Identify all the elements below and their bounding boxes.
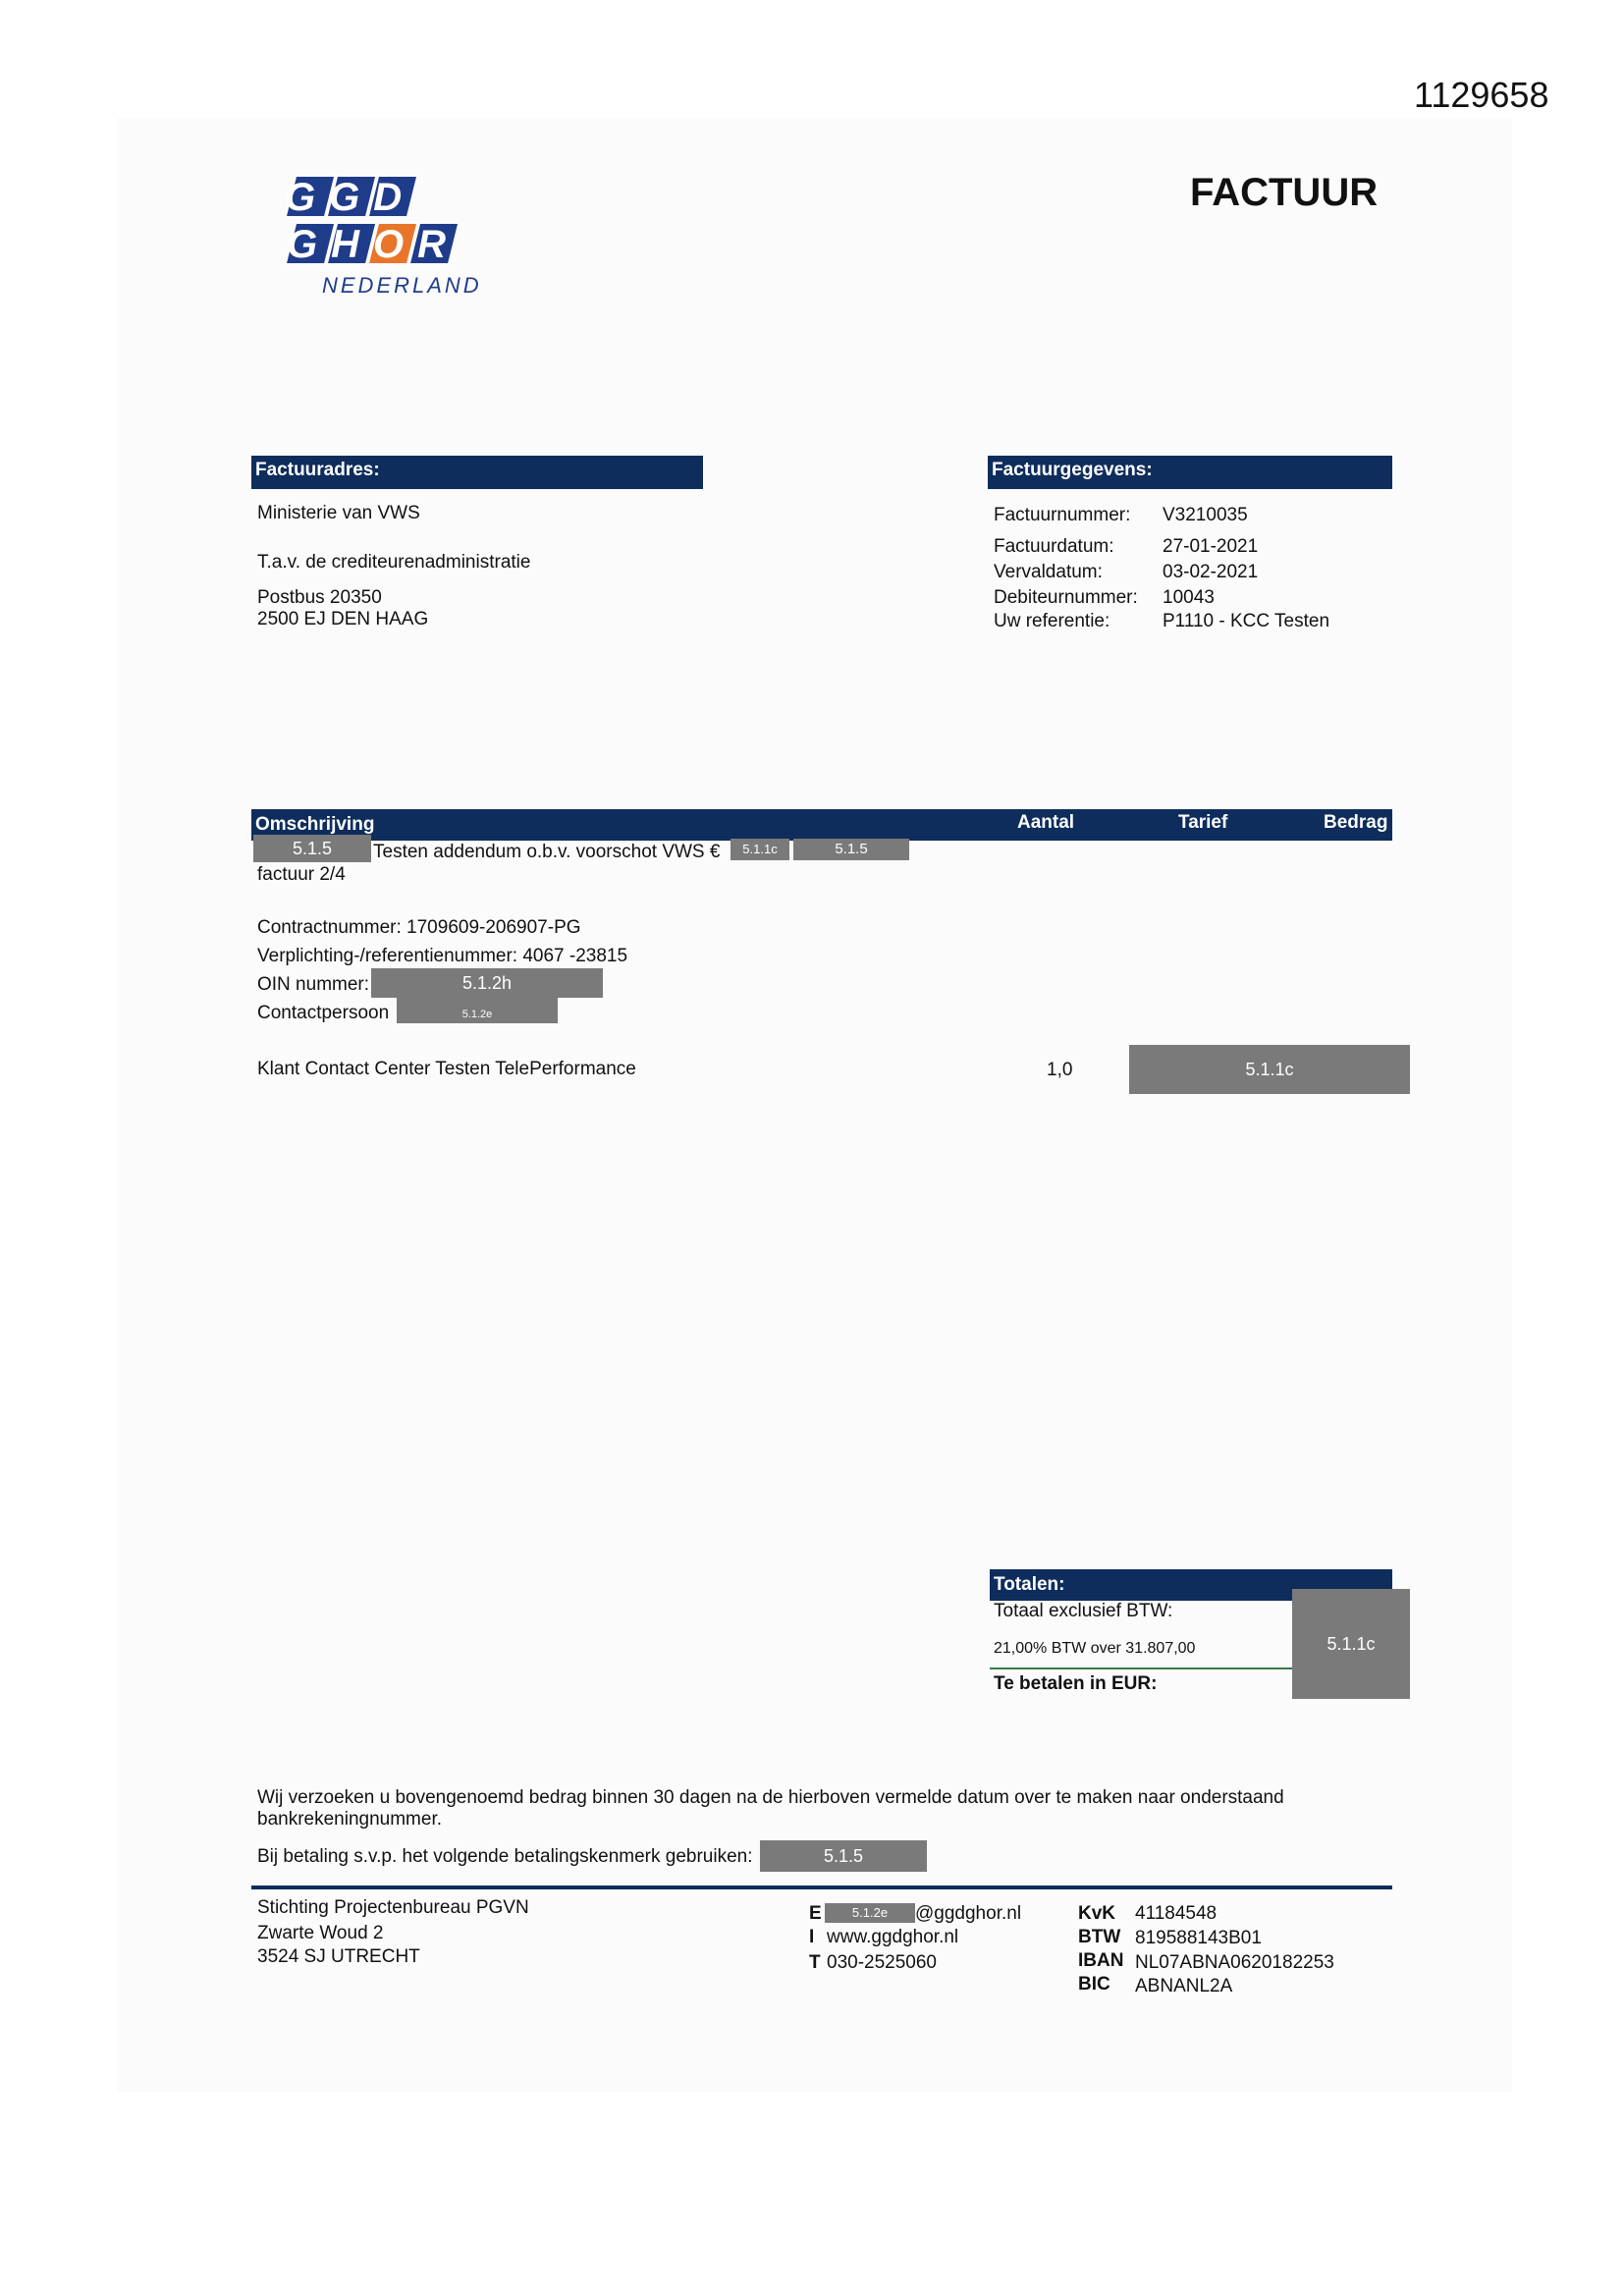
- footer-divider: [251, 1886, 1392, 1889]
- item-intro-line2: factuur 2/4: [257, 864, 346, 885]
- page-title: FACTUUR: [1190, 171, 1379, 214]
- detail-label-due-date: Vervaldatum:: [994, 562, 1103, 582]
- totals-header: Totalen:: [994, 1574, 1065, 1595]
- footer-bic: ABNANL2A: [1135, 1976, 1233, 1996]
- commitment-number: Verplichting-/referentienummer: 4067 -23815: [257, 946, 628, 966]
- totals-excl-label: Totaal exclusief BTW:: [994, 1601, 1173, 1621]
- details-header-bar: [988, 456, 1392, 489]
- redaction-block: 5.1.1c: [1129, 1045, 1410, 1094]
- col-header-rate: Tarief: [1178, 812, 1228, 833]
- oin-label: OIN nummer:: [257, 974, 370, 995]
- redaction-block: 5.1.2h: [371, 968, 603, 998]
- address-header-bar: [251, 456, 703, 489]
- footer-phone-label: T: [809, 1952, 821, 1973]
- detail-value-due-date: 03-02-2021: [1163, 562, 1259, 582]
- address-line-4: 2500 EJ DEN HAAG: [257, 609, 429, 629]
- logo-text-ggd: GGD: [285, 176, 416, 219]
- totals-divider: [990, 1667, 1294, 1669]
- ggd-ghor-logo: [265, 169, 501, 306]
- item-intro-text: Testen addendum o.b.v. voorschot VWS €: [373, 842, 721, 862]
- details-header: Factuurgegevens:: [992, 460, 1153, 480]
- footer-web-label: I: [809, 1927, 815, 1947]
- col-header-description: Omschrijving: [255, 814, 375, 835]
- col-header-quantity: Aantal: [1017, 812, 1075, 833]
- redaction-block: 5.1.5: [760, 1840, 927, 1872]
- totals-vat-label: 21,00% BTW over 31.807,00: [994, 1640, 1196, 1657]
- footer-org-line-2: Zwarte Woud 2: [257, 1923, 384, 1943]
- footer-btw: 819588143B01: [1135, 1928, 1262, 1948]
- footer-kvk-label: KvK: [1078, 1903, 1116, 1924]
- logo-text-ghor: GHOR: [287, 223, 460, 266]
- footer-org-line-1: Stichting Projectenbureau PGVN: [257, 1897, 529, 1918]
- footer-org-line-3: 3524 SJ UTRECHT: [257, 1946, 420, 1967]
- items-header-bar: [251, 809, 1392, 841]
- detail-label-invoice-number: Factuurnummer:: [994, 505, 1131, 525]
- totals-pay-label: Te betalen in EUR:: [994, 1673, 1158, 1694]
- redaction-block: 5.1.1c: [731, 839, 789, 860]
- detail-value-debtor-number: 10043: [1163, 587, 1215, 608]
- payment-reference-label: Bij betaling s.v.p. het volgende betalingskenmerk gebruiken:: [257, 1846, 753, 1867]
- logo-text-nederland: NEDERLAND: [322, 273, 482, 298]
- address-line-2: T.a.v. de crediteurenadministratie: [257, 552, 531, 573]
- redaction-block: 5.1.5: [793, 839, 909, 860]
- col-header-amount: Bedrag: [1324, 812, 1388, 833]
- detail-value-invoice-date: 27-01-2021: [1163, 536, 1259, 557]
- detail-value-invoice-number: V3210035: [1163, 505, 1248, 525]
- redaction-block: 5.1.5: [253, 835, 371, 862]
- footer-phone: 030-2525060: [827, 1952, 937, 1973]
- footer-email-domain: @ggdghor.nl: [915, 1903, 1022, 1924]
- line-item-quantity: 1,0: [1047, 1060, 1073, 1080]
- payment-request-line2: bankrekeningnummer.: [257, 1809, 442, 1830]
- redaction-block: 5.1.2e: [825, 1903, 915, 1923]
- address-line-1: Ministerie van VWS: [257, 503, 420, 523]
- footer-btw-label: BTW: [1078, 1927, 1121, 1947]
- line-item-description: Klant Contact Center Testen TelePerformance: [257, 1059, 636, 1079]
- footer-iban: NL07ABNA0620182253: [1135, 1952, 1334, 1973]
- contract-number: Contractnummer: 1709609-206907-PG: [257, 917, 581, 938]
- footer-email-label: E: [809, 1903, 822, 1924]
- detail-label-invoice-date: Factuurdatum:: [994, 536, 1114, 557]
- detail-label-reference: Uw referentie:: [994, 611, 1110, 631]
- detail-label-debtor-number: Debiteurnummer:: [994, 587, 1138, 608]
- redaction-block: 5.1.2e: [397, 998, 558, 1023]
- contact-label: Contactpersoon: [257, 1003, 390, 1023]
- payment-request: Wij verzoeken u bovengenoemd bedrag binnen 30 dagen na de hierboven vermelde datum over te maken naar onderstaand: [257, 1787, 1284, 1808]
- footer-bic-label: BIC: [1078, 1974, 1110, 1995]
- footer-iban-label: IBAN: [1078, 1950, 1124, 1971]
- document-number: 1129658: [1414, 75, 1549, 115]
- address-header: Factuuradres:: [255, 460, 380, 480]
- detail-value-reference: P1110 - KCC Testen: [1163, 611, 1330, 631]
- footer-kvk: 41184548: [1135, 1903, 1218, 1924]
- address-line-3: Postbus 20350: [257, 587, 382, 608]
- redaction-block: 5.1.1c: [1292, 1589, 1410, 1699]
- footer-web[interactable]: www.ggdghor.nl: [827, 1927, 959, 1947]
